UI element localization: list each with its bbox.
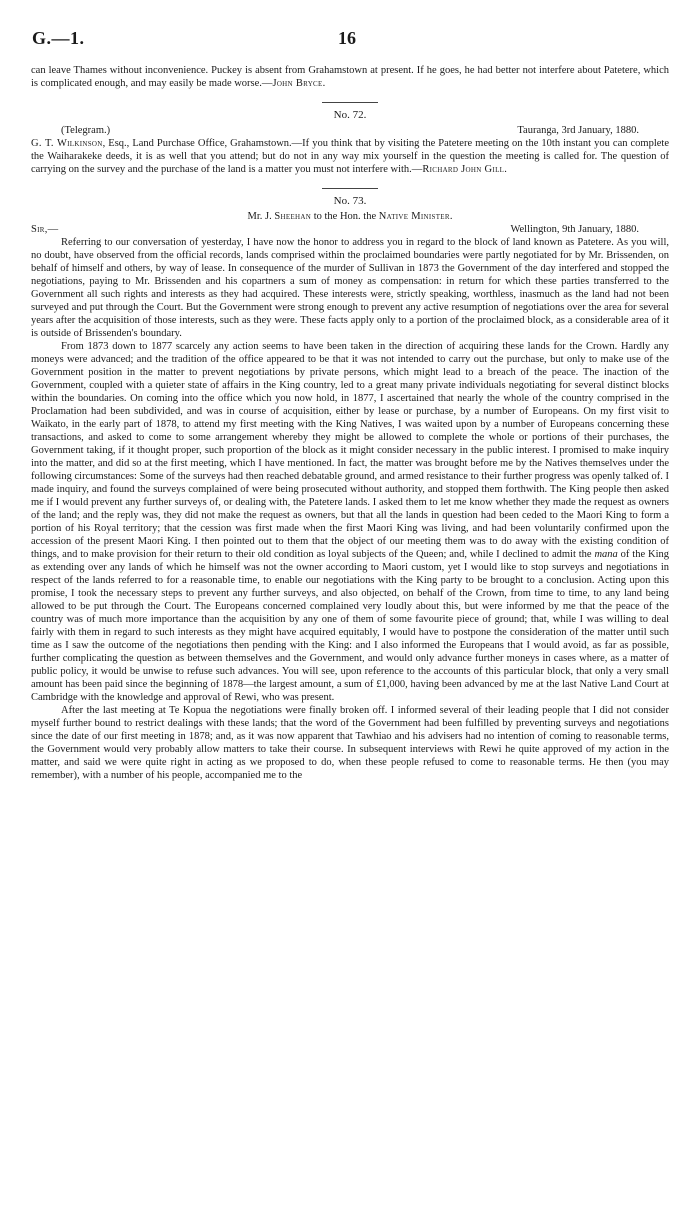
doc72-place-date: Tauranga, 3rd January, 1880. [517,125,639,136]
heading-end: . [449,211,453,222]
doc72-signature: Richard John Gill. [422,164,508,175]
doc72-text: , Esq., Land Purchase Office, Grahamstown.—If you think that by visiting the Patetere meeting on the 10th instant you can complete the Waiharakeke deeds, it is as well that you attend; but do not in any way mix yourself in the question the meeting is called for. The question of carrying on the survey and the purchase of the land is a matter you must not interfere with.— [31,138,669,175]
doc73-number-block [31,188,669,208]
doc72-number: No. 72. [333,109,367,121]
separator-rule [322,188,378,189]
doc73-number: No. 73. [333,195,367,207]
paragraph-2-part-a: From 1873 down to 1877 scarcely any action seems to have been taken in the direction of acquiring these lands for the Crown. Hardly any moneys were advanced; and the tradition of the office appeared to be that it was not intended to carry out the purchase, but only to make use of the Government position in the matter to prevent negotiations by private persons, which might lead to a breach of the peace. The inaction of the Government, coupled with a quieter state of affairs in the King country, led to a great many private individuals negotiating for several distinct blocks within the boundaries. On coming into the office which you now hold, in 1877, I ascertained that nearly the whole of the country comprised in the Proclamation had been subdivided, and was in course of acquisition, either by lease or purchase, by a number of Europeans. On my first visit to Waikato, in the early part of 1878, to attend my first meeting with the King Natives, I was waited upon by a number of Europeans concerning these transactions, and asked to come to some arrangement whereby they might be allowed to complete the whole or portions of their purchases, the Government taking, if it thought proper, such proportion of the block as it might consider necessary in the public interest. I promised to make inquiry into the matter, and did so at the first meeting, which I have mentioned. In fact, the matter was brought before me by the Natives themselves under the following circumstances: Some of the surveys had then reached debatable ground, and armed resistance to their further progress was openly talked of. I made inquiry, and found the surveys complained of were being prosecuted without authority, and stopped them forthwith. The King people then asked me if I would prevent any further surveys of, or dealing with, the Patetere lands. I asked them to let me know whether they made the request as owners of the land; and the reply was, they did not make the request as owners, but that all the lands in question had been ceded to the Maori King to form a portion of his Royal territory; that the cession was first made when the first Maori King was living, and had been voluntarily confirmed upon the accession of the present Maori King. I then pointed out to them that the object of our meeting them was to do away with the existing condition of things, and to make provision for their return to their old condition as loyal subjects of the Queen; and, while I declined to admit the [31,341,669,560]
heading-name: Sheehan [274,211,312,222]
separator-rule [322,102,378,103]
doc72-number-block [31,102,669,122]
heading-middle: to the Hon. the [311,211,379,222]
heading-title: Native Minister [378,211,450,222]
doc73-paragraph-3: After the last meeting at Te Kopua the negotiations were finally broken off. I informed several of their leading people that I did not consider myself further bound to restrict dealings with these lands; that the word of the Government had been fulfilled by preventing surveys and negotiations since the date of our first meeting in 1878; and, as it was now apparent that Tawhiao and his advisers had no intention of coming to reasonable terms, the Government would very probably allow matters to take their course. In subsequent interviews with Rewi he quite approved of my action in the matter, and said we were quite right in acting as we proposed to do, when these people refused to come to reasonable terms. He then (you may remember), with a number of his people, accompanied me to the [31,705,669,781]
doc73-place-date: Wellington, 9th January, 1880. [510,224,639,235]
doc73-heading [31,210,669,223]
mana-word: mana [594,549,618,560]
doc72-addressee: G. T. Wilkinson [31,138,103,149]
page-header [32,28,680,50]
doc72-meta-row [31,124,669,137]
doc73-meta-row [31,223,669,236]
doc73-paragraph-2 [31,340,669,704]
doc71-signature: John Bryce. [272,78,326,89]
document-reference: G.—1. [32,28,85,48]
doc72-tag: (Telegram.) [61,125,111,136]
doc71-text: can leave Thames without inconvenience. Puckey is absent from Grahamstown at present. If he goes, he had better not interfere about Patetere, which is complicated enough, and may easily be made worse.— [31,65,669,89]
heading-prefix: Mr. J. [247,211,275,222]
doc71-continuation [31,64,669,90]
doc72-body [31,137,669,176]
doc73-salutation: Sir,— [31,224,59,235]
paragraph-2-part-b: of the King as extending over any lands of which he himself was not the owner according to Maori custom, yet I would like to stop surveys and negotiations in respect of the lands referred to for a reasonable time, to enable our negotiations with the King party to be brought to a conclusion. Acting upon this promise, I took the necessary steps to prevent any further surveys, and also objected, on behalf of the Crown, from time to time, to any land being allowed to be put through the Court. The Europeans concerned complained very loudly about this, but were informed by me that the peace of the country was of much more importance than the acquisition by any one of them of some favourite piece of ground; that, while I was willing to deal fairly with them in regard to such interests as they might have acquired equitably, I would have to postpone the consideration of the matter until such time as I saw the outcome of the negotiations then pending with the King: and I also informed the Europeans that I would avoid, as far as possible, further complicating the question as between themselves and the Government, and would only advance further moneys in cases where, as a matter of public policy, it would be unwise to refuse such advances. You will see, upon reference to the accounts of this particular block, that only a very small amount has been paid since the beginning of 1878—the largest amount, a sum of £1,000, having been advanced by me at the last Native Land Court at Cambridge with the knowledge and approval of Rewi, who was present. [31,549,669,703]
doc73-paragraph-1: Referring to our conversation of yesterday, I have now the honor to address you in regard to the block of land known as Patetere. As you will, no doubt, have observed from the official records, lands comprised within the proclaimed boundaries were partly negotiated for by Mr. Brissenden, on behalf of himself and others, by way of lease. In consequence of the murder of Sullivan in 1873 the Government of the day interfered and stopped the negotiations, paying to Mr. Brissenden and his copartners a sum of money as compensation: in return for which these parties transferred to the Government all such rights and interests as they had acquired. These interests were, strictly speaking, worthless, inasmuch as the land had not been surveyed and put through the Court. But the Government were strong enough to prevent any active resumption of negotiations over the area for several years after the acquisition of those interests, such as they were. These facts apply only to a portion of the proclaimed block, as a considerable area of it is outside of Brissenden's boundary. [31,237,669,339]
page-number: 16 [338,28,356,48]
document-body [31,64,669,782]
